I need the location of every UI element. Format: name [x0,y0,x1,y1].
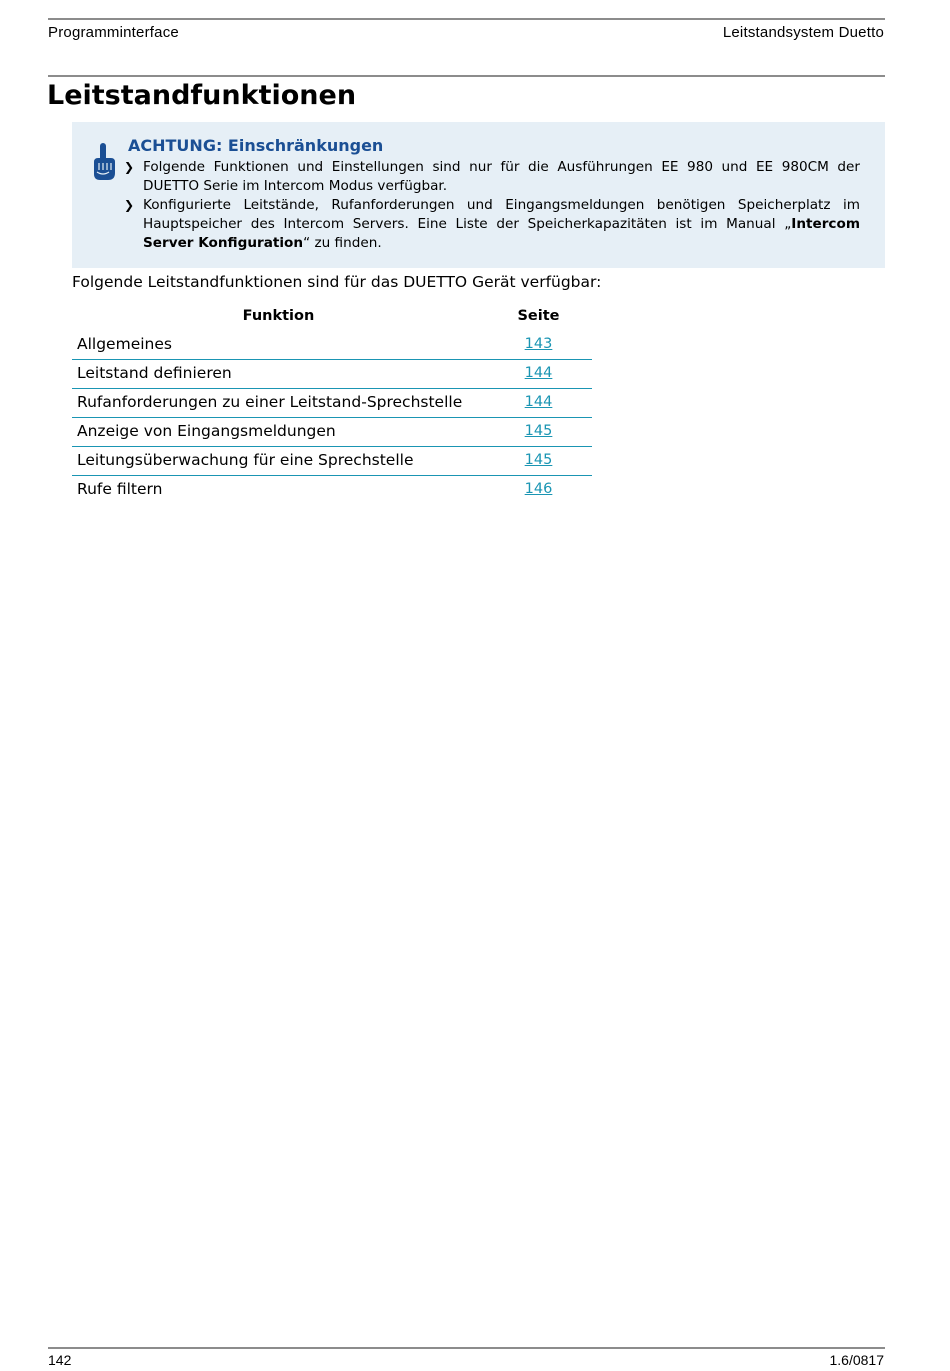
page-link[interactable]: 143 [524,336,553,352]
notice-item-text-end: “ zu finden. [303,235,382,251]
header-top-rule [48,18,885,20]
notice-heading: ACHTUNG: Einschränkungen [128,136,384,155]
notice-list [124,158,860,253]
function-name: Rufe filtern [77,480,163,498]
chevron-right-icon: ❯ [124,160,135,174]
table-row [72,389,592,418]
page-link[interactable]: 145 [524,452,553,468]
header-section-title: Programminterface [48,24,179,41]
function-name: Leitungsüberwachung für eine Sprechstelle [77,451,414,469]
page-link[interactable]: 145 [524,423,553,439]
notice-item-text: Folgende Funktionen und Einstellungen sind nur für die Ausführungen EE 980 und EE 980CM der DUETTO Serie im Intercom Modus verfügbar. [143,159,860,194]
page-title: Leitstandfunktionen [47,80,357,111]
table-row [72,447,592,476]
notice-item [124,158,860,196]
table-row [72,360,592,389]
attention-notice-box [72,122,885,268]
pointing-finger-icon [91,142,117,182]
manual-title: Intercom Server Konfiguration [143,216,860,251]
page-number: 142 [48,1352,72,1368]
function-name: Rufanforderungen zu einer Leitstand-Sprechstelle [77,393,463,411]
table-header [72,303,592,331]
chevron-right-icon: ❯ [124,198,135,212]
function-name: Anzeige von Eingangsmeldungen [77,422,336,440]
function-table [72,303,592,504]
intro-paragraph: Folgende Leitstandfunktionen sind für das DUETTO Gerät verfügbar: [72,273,602,291]
table-row [72,331,592,360]
header-document-title: Leitstandsystem Duetto [722,24,884,41]
footer-rule [48,1347,885,1349]
column-header-page: Seite [517,308,560,324]
column-header-function: Funktion [242,308,315,324]
header-bottom-rule [48,75,885,77]
table-row [72,476,592,504]
page-link[interactable]: 146 [524,481,553,497]
page-link[interactable]: 144 [524,394,553,410]
document-version: 1.6/0817 [829,1352,884,1368]
table-row [72,418,592,447]
notice-item [124,196,860,253]
notice-item-text: Konfigurierte Leitstände, Rufanforderungen und Eingangsmeldungen benötigen Speicherplatz im Hauptspeicher des Intercom Servers. Eine Liste der Speicherkapazitäten ist im Manual „ [143,197,860,232]
page-link[interactable]: 144 [524,365,553,381]
function-name: Leitstand definieren [77,364,232,382]
function-name: Allgemeines [77,335,172,353]
